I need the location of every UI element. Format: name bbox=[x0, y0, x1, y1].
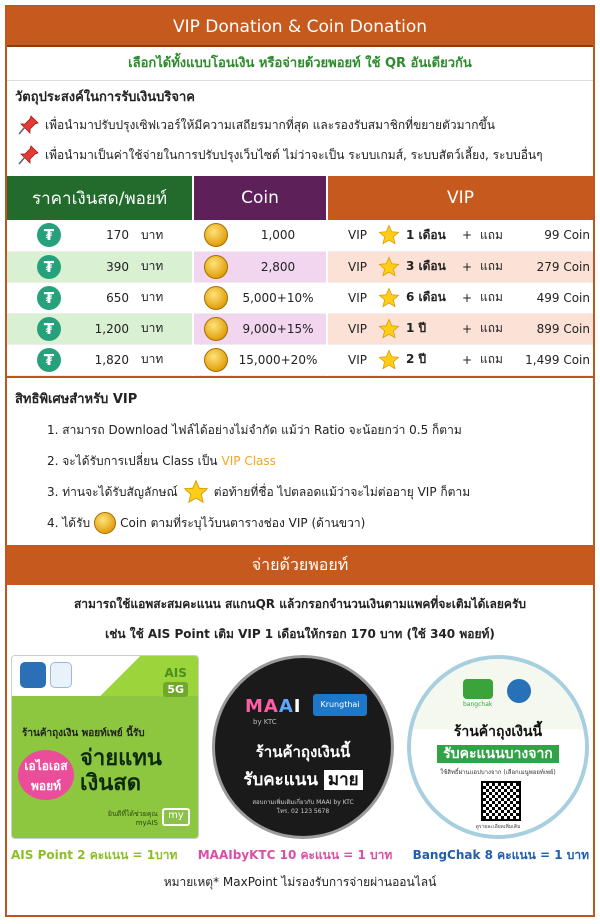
vip-cell bbox=[328, 224, 593, 246]
plus-sign: + bbox=[462, 228, 473, 243]
table-row bbox=[7, 220, 593, 251]
ais-cash-text: จ่ายแทน เงินสด bbox=[80, 745, 162, 796]
maai-by: by KTC bbox=[253, 717, 277, 726]
privilege-text: Coin ตามที่ระบุไว้บนตารางช่อง VIP (ด้านขวา) bbox=[120, 515, 366, 530]
pushpin-icon bbox=[17, 145, 39, 165]
bangchak-logo-text: bangchak bbox=[463, 700, 493, 708]
gift-label: แถม bbox=[480, 259, 503, 273]
krungthai-logo: Krungthai bbox=[313, 694, 367, 716]
tether-icon: ₮ bbox=[37, 223, 61, 247]
currency: บาท bbox=[141, 290, 164, 304]
vip-label: VIP bbox=[348, 352, 367, 367]
bonus-coin: 279 Coin bbox=[536, 259, 590, 274]
currency: บาท bbox=[141, 227, 164, 242]
points-title: จ่ายด้วยพอยท์ bbox=[7, 545, 593, 585]
privilege-text: ต่อท้ายที่ชื่อ ไปตลอดแม้ว่าจะไม่ต่ออายุ VIP ก็ตาม bbox=[213, 484, 471, 499]
star-icon bbox=[378, 256, 400, 278]
coin-icon bbox=[204, 255, 228, 279]
objective-item bbox=[7, 140, 593, 170]
privilege-item bbox=[47, 508, 585, 539]
privilege-item bbox=[47, 415, 585, 446]
objective-item bbox=[7, 110, 593, 140]
rate-bangchak: BangChak 8 คะแนน = 1 บาท bbox=[412, 848, 589, 862]
table-row bbox=[7, 344, 593, 375]
objective-text: เพื่อนำมาเป็นค่าใช้จ่ายในการปรับปรุงเว็บไซต์ ไม่ว่าจะเป็น ระบบเกมส์, ระบบสัตว์เลี้ยง, ระบบอื่นๆ bbox=[45, 147, 543, 162]
objectives-title: วัตถุประสงค์ในการรับเงินบริจาค bbox=[15, 90, 195, 105]
maai-logo: MAAI bbox=[245, 695, 302, 717]
header-cash: ราคาเงินสด/พอยท์ bbox=[7, 176, 193, 220]
points-line: เช่น ใช้ AIS Point เติม VIP 1 เดือนให้กรอก 170 บาท (ใช้ 340 พอยท์) bbox=[105, 626, 495, 641]
footnote: หมายเหตุ* MaxPoint ไม่รองรับการจ่ายผ่านออนไลน์ bbox=[163, 874, 437, 889]
bangchak-card bbox=[407, 655, 589, 839]
vip-cell bbox=[328, 318, 593, 340]
star-icon bbox=[378, 349, 400, 371]
currency: บาท bbox=[141, 321, 164, 335]
maai-line1: ร้านค้าถุงเงินนี้ bbox=[255, 742, 351, 761]
gift-label: แถม bbox=[480, 290, 503, 304]
bc-line1: ร้านค้าถุงเงินนี้ bbox=[453, 723, 543, 740]
privilege-text: 3. ท่านจะได้รับสัญลักษณ์ bbox=[47, 484, 178, 499]
coin-cell bbox=[194, 223, 326, 247]
points-line: สามารถใช้แอพสะสมคะแนน สแกนQR แล้วกรอกจำนวนเงินตามแพคที่จะเติมได้เลยครับ bbox=[73, 596, 526, 611]
star-icon bbox=[183, 479, 209, 505]
star-icon bbox=[378, 287, 400, 309]
points-instructions bbox=[7, 585, 593, 649]
price-amount: 170 bbox=[106, 228, 129, 243]
vip-label: VIP bbox=[348, 290, 367, 305]
maai-line2: รับคะแนน มาย bbox=[215, 766, 391, 793]
vip-cell bbox=[328, 256, 593, 278]
maai-card bbox=[212, 655, 394, 839]
header-coin: Coin bbox=[193, 176, 327, 220]
gift-label: แถม bbox=[480, 352, 503, 366]
maai-footer: สอบถามเพิ่มเติมเกี่ยวกับ MAAI by KTC โทร. 02 123 5678 bbox=[252, 798, 354, 815]
tether-icon: ₮ bbox=[37, 317, 61, 341]
vip-duration: 6 เดือน bbox=[406, 290, 446, 304]
bc-line3: ใช้สิทธิ์ผ่านแอปบางจาก (เลือกเมนูพอยท์เพย์) bbox=[440, 768, 556, 776]
cash-cell bbox=[7, 348, 192, 372]
coin-amount: 15,000+20% bbox=[238, 352, 318, 367]
qr-code-icon bbox=[481, 781, 521, 821]
vip-class-label: VIP Class bbox=[221, 454, 276, 468]
vip-cell bbox=[328, 349, 593, 371]
plus-sign: + bbox=[462, 352, 473, 367]
vip-label: VIP bbox=[348, 259, 367, 274]
cash-cell bbox=[7, 317, 192, 341]
header-vip: VIP bbox=[327, 176, 593, 220]
coin-icon bbox=[204, 348, 228, 372]
vip-label: VIP bbox=[348, 228, 367, 243]
coin-amount: 1,000 bbox=[260, 228, 296, 243]
ais-5g-badge: AIS 5G bbox=[164, 665, 187, 696]
table-row bbox=[7, 251, 593, 282]
vip-label: VIP bbox=[348, 321, 367, 336]
vip-cell bbox=[328, 287, 593, 309]
price-amount: 1,820 bbox=[94, 352, 129, 367]
plus-sign: + bbox=[462, 321, 473, 336]
coin-amount: 5,000+10% bbox=[242, 290, 314, 305]
subtitle: เลือกได้ทั้งแบบโอนเงิน หรือจ่ายด้วยพอยท์ ใช้ QR อันเดียวกัน bbox=[7, 47, 593, 81]
coin-cell bbox=[194, 286, 326, 310]
tether-icon: ₮ bbox=[37, 348, 61, 372]
tether-icon: ₮ bbox=[37, 286, 61, 310]
bonus-coin: 499 Coin bbox=[536, 290, 590, 305]
rate-maai: MAAIbyKTC 10 คะแนน = 1 บาท bbox=[197, 848, 393, 862]
price-amount: 1,200 bbox=[94, 321, 129, 336]
ais-points-pill: เอไอเอส พอยท์ bbox=[18, 750, 74, 800]
privilege-item bbox=[47, 477, 585, 508]
bonus-coin: 1,499 Coin bbox=[525, 352, 590, 367]
coin-icon bbox=[204, 286, 228, 310]
coin-cell bbox=[194, 317, 326, 341]
bonus-coin: 899 Coin bbox=[536, 321, 590, 336]
bc-line2: รับคะแนนบางจาก bbox=[411, 743, 585, 765]
coin-icon bbox=[94, 512, 116, 534]
privilege-text: 1. สามารถ Download ไฟล์ได้อย่างไม่จำกัด แม้ว่า Ratio จะน้อยกว่า 0.5 ก็ตาม bbox=[47, 422, 462, 437]
myais-logo-icon: my bbox=[162, 808, 190, 826]
privilege-text: 4. ได้รับ bbox=[47, 515, 91, 530]
bonus-coin: 99 Coin bbox=[544, 228, 590, 243]
gift-label: แถม bbox=[480, 227, 503, 242]
krungsri-logo-icon bbox=[20, 662, 46, 688]
price-amount: 650 bbox=[106, 290, 129, 305]
cash-cell bbox=[7, 286, 192, 310]
point-rates bbox=[7, 841, 593, 867]
vip-privileges bbox=[7, 376, 593, 539]
coin-amount: 2,800 bbox=[260, 259, 296, 274]
pointpay-logo-icon bbox=[50, 662, 72, 688]
price-amount: 390 bbox=[106, 259, 129, 274]
donation-panel bbox=[5, 5, 595, 917]
coin-amount: 9,000+15% bbox=[242, 321, 314, 336]
star-icon bbox=[378, 224, 400, 246]
cash-cell bbox=[7, 255, 192, 279]
cash-cell bbox=[7, 223, 192, 247]
rate-ais: AIS Point 2 คะแนน = 1บาท bbox=[11, 848, 178, 862]
coin-icon bbox=[204, 317, 228, 341]
vip-duration: 2 ปี bbox=[406, 352, 427, 366]
gift-label: แถม bbox=[480, 321, 503, 335]
currency: บาท bbox=[141, 352, 164, 366]
ais-card-line: ร้านค้าถุงเงิน พอยท์เพย์ นี้รับ bbox=[22, 727, 145, 739]
vip-duration: 1 ปี bbox=[406, 321, 427, 335]
coin-icon bbox=[204, 223, 228, 247]
partner-cards bbox=[7, 655, 593, 841]
page-title: VIP Donation & Coin Donation bbox=[7, 7, 593, 47]
ais-card bbox=[11, 655, 199, 839]
table-row bbox=[7, 282, 593, 313]
table-row bbox=[7, 313, 593, 344]
bc-qr-caption: ดูรายละเอียดเพิ่มเติม bbox=[475, 823, 521, 830]
bangchak-logo-icon bbox=[463, 679, 493, 699]
currency: บาท bbox=[141, 259, 164, 273]
coin-cell bbox=[194, 255, 326, 279]
privileges-title: สิทธิพิเศษสำหรับ VIP bbox=[15, 391, 138, 407]
privilege-text: 2. จะได้รับการเปลี่ยน Class เป็น bbox=[47, 453, 218, 468]
price-table bbox=[7, 176, 593, 376]
plus-sign: + bbox=[462, 290, 473, 305]
krungthai-logo-icon bbox=[507, 679, 531, 703]
objectives-section bbox=[7, 81, 593, 170]
myais-caption: ยินดีที่ได้ช่วยคุณ myAIS bbox=[107, 809, 158, 827]
privilege-item bbox=[47, 446, 585, 477]
vip-duration: 3 เดือน bbox=[406, 259, 446, 273]
plus-sign: + bbox=[462, 259, 473, 274]
tether-icon: ₮ bbox=[37, 255, 61, 279]
objective-text: เพื่อนำมาปรับปรุงเซิฟเวอร์ให้มีความเสถียรมากที่สุด และรองรับสมาชิกที่ขยายตัวมากขึ้น bbox=[45, 117, 495, 132]
star-icon bbox=[378, 318, 400, 340]
pushpin-icon bbox=[17, 115, 39, 135]
vip-duration: 1 เดือน bbox=[406, 227, 446, 242]
coin-cell bbox=[194, 348, 326, 372]
